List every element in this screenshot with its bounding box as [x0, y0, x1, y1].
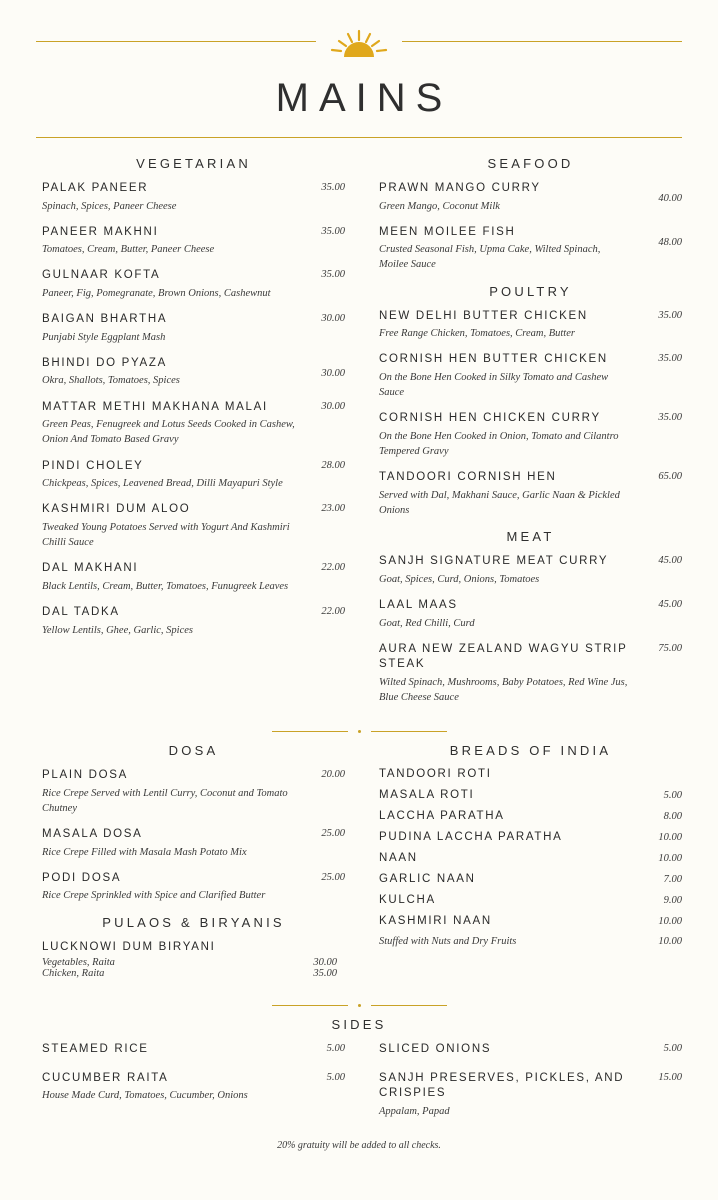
item-price: 35.00: [321, 225, 345, 237]
variant-description: Chicken, Raita: [42, 968, 105, 980]
item-price: 35.00: [658, 309, 682, 321]
item-price: 10.00: [658, 832, 682, 844]
section-divider: [36, 730, 682, 733]
item-price: 75.00: [658, 642, 682, 654]
item-name: PODI DOSA: [42, 871, 122, 884]
divider-dash-right: [371, 1005, 447, 1006]
secondary-columns: [36, 743, 682, 990]
item-name: CORNISH HEN CHICKEN CURRY: [379, 412, 601, 425]
item-description: Rice Crepe Served with Lentil Curry, Coconut and Tomato Chutney: [42, 787, 288, 814]
item-variant: [42, 957, 337, 968]
header-rule-row: [36, 26, 682, 56]
item-price: 10.00: [658, 936, 682, 948]
section-title-sides: SIDES: [331, 1017, 387, 1033]
item-name: NEW DELHI BUTTER CHICKEN: [379, 309, 588, 322]
dosa-column: [36, 743, 345, 990]
item-description: On the Bone Hen Cooked in Silky Tomato and Cashew Sauce: [379, 371, 609, 399]
gratuity-note: 20% gratuity will be added to all checks.: [277, 1139, 441, 1151]
item-variant: [42, 968, 337, 979]
menu-item: [379, 789, 682, 801]
item-name: GARLIC NAAN: [379, 873, 476, 886]
menu-item: [42, 225, 345, 258]
menu-item: [379, 1071, 682, 1119]
divider-dash-left: [272, 1005, 348, 1006]
item-price: 40.00: [658, 193, 682, 204]
section-title-breads: BREADS OF INDIA: [449, 743, 612, 759]
menu-item: [379, 873, 682, 885]
menu-item: [42, 459, 345, 492]
menu-item: [42, 605, 345, 638]
item-description: Tweaked Young Potatoes Served with Yogurt And Kashmiri Chilli Sauce: [42, 521, 290, 549]
item-name: KULCHA: [379, 894, 436, 907]
menu-item: [42, 768, 345, 816]
item-description: Chickpeas, Spices, Leavened Bread, Dilli Mayapuri Style: [42, 478, 283, 490]
item-name: PUDINA LACCHA PARATHA: [379, 831, 563, 844]
menu-item: [42, 561, 345, 594]
item-price: 65.00: [658, 471, 682, 483]
item-name: DAL TADKA: [42, 606, 120, 619]
menu-item: [42, 268, 345, 301]
item-description: Free Range Chicken, Tomatoes, Cream, Butter: [379, 328, 575, 340]
item-price: 9.00: [663, 895, 682, 907]
item-name: PALAK PANEER: [42, 182, 149, 194]
item-price: 20.00: [321, 769, 345, 781]
item-price: 23.00: [321, 503, 345, 515]
divider-dash-left: [272, 731, 348, 732]
divider-dot: [358, 730, 361, 733]
left-column: [36, 156, 345, 716]
item-price: 35.00: [658, 412, 682, 424]
item-description: Okra, Shallots, Tomatoes, Spices: [42, 375, 180, 387]
item-price: 22.00: [321, 562, 345, 574]
item-description: Goat, Spices, Curd, Onions, Tomatoes: [379, 573, 540, 585]
item-name: MASALA ROTI: [379, 789, 475, 802]
right-column: [373, 156, 682, 716]
item-name: SANJH SIGNATURE MEAT CURRY: [379, 555, 609, 568]
section-title-pulaos: PULAOS & BIRYANIS: [102, 914, 285, 930]
divider-dash-right: [371, 731, 447, 732]
item-name: TANDOORI ROTI: [379, 768, 492, 781]
item-name: DAL MAKHANI: [42, 562, 139, 575]
item-price: 25.00: [321, 828, 345, 840]
item-description: Rice Crepe Sprinkled with Spice and Clarified Butter: [42, 890, 266, 902]
item-price: 10.00: [658, 853, 682, 865]
variant-price: 35.00: [313, 968, 337, 980]
menu-item: [42, 1071, 345, 1104]
item-description: Black Lentils, Cream, Butter, Tomatoes, Funugreek Leaves: [42, 580, 289, 592]
item-price: 15.00: [658, 1071, 682, 1083]
menu-item: [379, 831, 682, 843]
item-price: 5.00: [326, 1071, 345, 1083]
item-name: BHINDI DO PYAZA: [42, 356, 167, 369]
menu-item: [379, 1042, 682, 1060]
menu-item: [42, 502, 345, 550]
item-price: 25.00: [321, 871, 345, 883]
page-title: MAINS: [275, 76, 453, 120]
menu-item: [379, 470, 682, 518]
menu-item: [42, 312, 345, 345]
item-price: 5.00: [663, 1043, 682, 1055]
menu-item: [42, 871, 345, 904]
section-title-poultry: POULTRY: [489, 283, 572, 299]
item-name: CUCUMBER RAITA: [42, 1071, 169, 1084]
item-description: Wilted Spinach, Mushrooms, Baby Potatoes, Red Wine Jus, Blue Cheese Sauce: [379, 676, 628, 703]
item-name: PINDI CHOLEY: [42, 459, 144, 472]
item-description: Green Peas, Fenugreek and Lotus Seeds Cooked in Cashew, Onion And Tomato Based Gravy: [42, 419, 295, 446]
item-description: House Made Curd, Tomatoes, Cucumber, Onions: [42, 1090, 248, 1102]
item-description: Punjabi Style Eggplant Mash: [42, 331, 166, 343]
item-description: On the Bone Hen Cooked in Onion, Tomato and Cilantro Tempered Gravy: [379, 430, 619, 458]
menu-item: [379, 598, 682, 631]
menu-item: [379, 915, 682, 927]
sides-left: [36, 1042, 345, 1130]
breads-column: [373, 743, 682, 990]
item-description: Served with Dal, Makhani Sauce, Garlic Naan & Pickled Onions: [379, 489, 620, 517]
item-name: MATTAR METHI MAKHANA MALAI: [42, 400, 268, 413]
variant-description: Vegetables, Raita: [42, 957, 115, 969]
item-name: PANEER MAKHNI: [42, 225, 159, 238]
menu-item: [379, 642, 682, 705]
item-price: 48.00: [658, 236, 682, 248]
menu-item: [379, 352, 682, 400]
item-name: PLAIN DOSA: [42, 769, 129, 782]
item-price: 5.00: [663, 790, 682, 802]
item-name: MEEN MOILEE FISH: [379, 225, 516, 238]
menu-item: [42, 400, 345, 448]
menu-item: [379, 936, 682, 951]
item-name: SANJH PRESERVES, PICKLES, AND CRISPIES: [379, 1071, 625, 1100]
item-price: 45.00: [658, 599, 682, 611]
item-description: Rice Crepe Filled with Masala Mash Potato Mix: [42, 846, 247, 858]
item-price: 7.00: [663, 874, 682, 886]
divider-dot: [358, 1004, 361, 1007]
sunburst-icon: [316, 29, 402, 59]
section-divider-2: [36, 1004, 682, 1007]
menu-item: [379, 852, 682, 864]
main-columns: [36, 156, 682, 716]
item-price: 35.00: [658, 353, 682, 365]
sides-columns: [36, 1042, 682, 1130]
section-title-meat: MEAT: [506, 529, 555, 545]
item-description: Tomatoes, Cream, Butter, Paneer Cheese: [42, 244, 215, 256]
menu-item: [379, 894, 682, 906]
header-rule-right: [402, 41, 682, 42]
item-name: GULNAAR KOFTA: [42, 269, 161, 282]
item-description: Yellow Lentils, Ghee, Garlic, Spices: [42, 624, 193, 636]
item-description: Goat, Red Chilli, Curd: [379, 617, 475, 629]
menu-item: [379, 309, 682, 342]
menu-item: [379, 768, 682, 780]
item-name: CORNISH HEN BUTTER CHICKEN: [379, 353, 608, 366]
item-price: 30.00: [321, 367, 345, 379]
section-title-dosa: DOSA: [168, 743, 219, 759]
item-price: 35.00: [321, 182, 345, 193]
item-price: 45.00: [658, 555, 682, 567]
item-price: 28.00: [321, 459, 345, 471]
menu-item: [379, 810, 682, 822]
item-name: STEAMED RICE: [42, 1043, 149, 1056]
item-name: LAAL MAAS: [379, 599, 458, 612]
menu-item: [379, 411, 682, 459]
header-rule-left: [36, 41, 316, 42]
item-name: LUCKNOWI DUM BIRYANI: [42, 940, 216, 953]
item-price: 35.00: [321, 269, 345, 281]
menu-item: [42, 356, 345, 389]
menu-item: [42, 181, 345, 214]
item-name: SLICED ONIONS: [379, 1043, 492, 1056]
item-description: Paneer, Fig, Pomegranate, Brown Onions, Cashewnut: [42, 287, 271, 299]
section-title-seafood: SEAFOOD: [487, 156, 574, 171]
section-title-vegetarian: VEGETARIAN: [136, 156, 251, 171]
variant-price: 30.00: [313, 957, 337, 969]
menu-item: [42, 940, 345, 980]
menu-header: [36, 0, 682, 138]
item-name: AURA NEW ZEALAND WAGYU STRIP STEAK: [379, 642, 628, 671]
item-name: BAIGAN BHARTHA: [42, 313, 168, 326]
item-name: KASHMIRI DUM ALOO: [42, 503, 191, 516]
sides-right: [373, 1042, 682, 1130]
menu-item: [379, 225, 682, 273]
item-price: 5.00: [326, 1043, 345, 1055]
item-price: 30.00: [321, 400, 345, 412]
item-price: 30.00: [321, 313, 345, 325]
item-name: NAAN: [379, 852, 418, 865]
menu-item: [379, 554, 682, 587]
title-underline: [36, 137, 682, 138]
item-name: TANDOORI CORNISH HEN: [379, 471, 557, 484]
item-name: LACCHA PARATHA: [379, 810, 505, 823]
item-description: Stuffed with Nuts and Dry Fruits: [379, 936, 517, 948]
item-price: 22.00: [321, 606, 345, 618]
item-price: 8.00: [663, 811, 682, 823]
item-description: Spinach, Spices, Paneer Cheese: [42, 200, 177, 212]
item-name: KASHMIRI NAAN: [379, 915, 492, 928]
item-description: Appalam, Papad: [379, 1105, 450, 1117]
menu-item: [42, 1042, 345, 1060]
item-name: MASALA DOSA: [42, 828, 143, 841]
item-description: Green Mango, Coconut Milk: [379, 200, 500, 212]
menu-item: [42, 827, 345, 860]
item-price: 10.00: [658, 916, 682, 928]
item-name: PRAWN MANGO CURRY: [379, 182, 541, 194]
menu-item: [379, 181, 682, 214]
item-description: Crusted Seasonal Fish, Upma Cake, Wilted Spinach, Moilee Sauce: [379, 244, 601, 271]
